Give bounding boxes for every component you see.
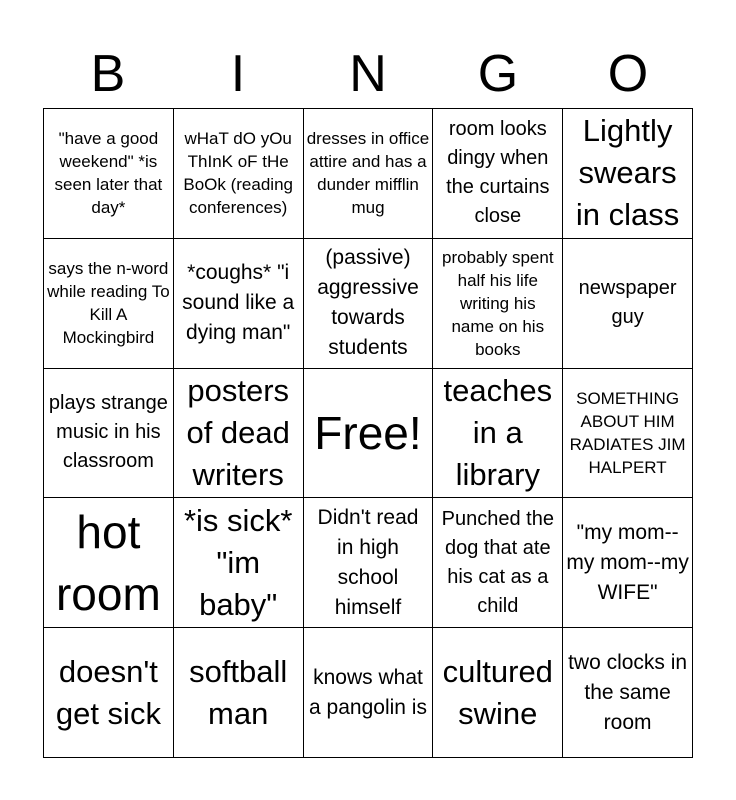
bingo-cell[interactable]: wHaT dO yOu ThInK oF tHe BoOk (reading conferences) bbox=[174, 109, 304, 239]
bingo-cell[interactable]: dresses in office attire and has a dunder mifflin mug bbox=[304, 109, 434, 239]
bingo-cell[interactable]: newspaper guy bbox=[563, 239, 693, 369]
header-letter-n: N bbox=[349, 45, 387, 103]
bingo-cell[interactable]: doesn't get sick bbox=[44, 628, 174, 758]
bingo-cell[interactable]: posters of dead writers bbox=[174, 369, 304, 499]
bingo-cell[interactable]: plays strange music in his classroom bbox=[44, 369, 174, 499]
bingo-cell[interactable]: two clocks in the same room bbox=[563, 628, 693, 758]
bingo-cell[interactable]: teaches in a library bbox=[433, 369, 563, 499]
bingo-cell[interactable]: Didn't read in high school himself bbox=[304, 498, 434, 628]
bingo-cell[interactable]: *is sick* "im baby" bbox=[174, 498, 304, 628]
bingo-header bbox=[43, 40, 693, 108]
bingo-cell[interactable]: *coughs* "i sound like a dying man" bbox=[174, 239, 304, 369]
bingo-cell[interactable]: cultured swine bbox=[433, 628, 563, 758]
bingo-cell[interactable]: room looks dingy when the curtains close bbox=[433, 109, 563, 239]
bingo-cell[interactable]: Lightly swears in class bbox=[563, 109, 693, 239]
bingo-cell[interactable]: knows what a pangolin is bbox=[304, 628, 434, 758]
bingo-cell[interactable]: Punched the dog that ate his cat as a child bbox=[433, 498, 563, 628]
bingo-cell[interactable]: "my mom--my mom--my WIFE" bbox=[563, 498, 693, 628]
header-letter-o: O bbox=[607, 45, 649, 103]
header-letter-b: B bbox=[90, 45, 126, 103]
bingo-cell[interactable]: "have a good weekend" *is seen later that day* bbox=[44, 109, 174, 239]
free-space[interactable]: Free! bbox=[304, 369, 434, 499]
bingo-cell[interactable]: says the n-word while reading To Kill A Mockingbird bbox=[44, 239, 174, 369]
header-letter-g: G bbox=[477, 45, 519, 103]
bingo-cell[interactable]: (passive) aggressive towards students bbox=[304, 239, 434, 369]
bingo-cell[interactable]: probably spent half his life writing his name on his books bbox=[433, 239, 563, 369]
bingo-cell[interactable]: SOMETHING ABOUT HIM RADIATES JIM HALPERT bbox=[563, 369, 693, 499]
bingo-cell[interactable]: hot room bbox=[44, 498, 174, 628]
header-letter-i: I bbox=[230, 45, 246, 103]
bingo-grid bbox=[43, 108, 693, 758]
bingo-cell[interactable]: softball man bbox=[174, 628, 304, 758]
